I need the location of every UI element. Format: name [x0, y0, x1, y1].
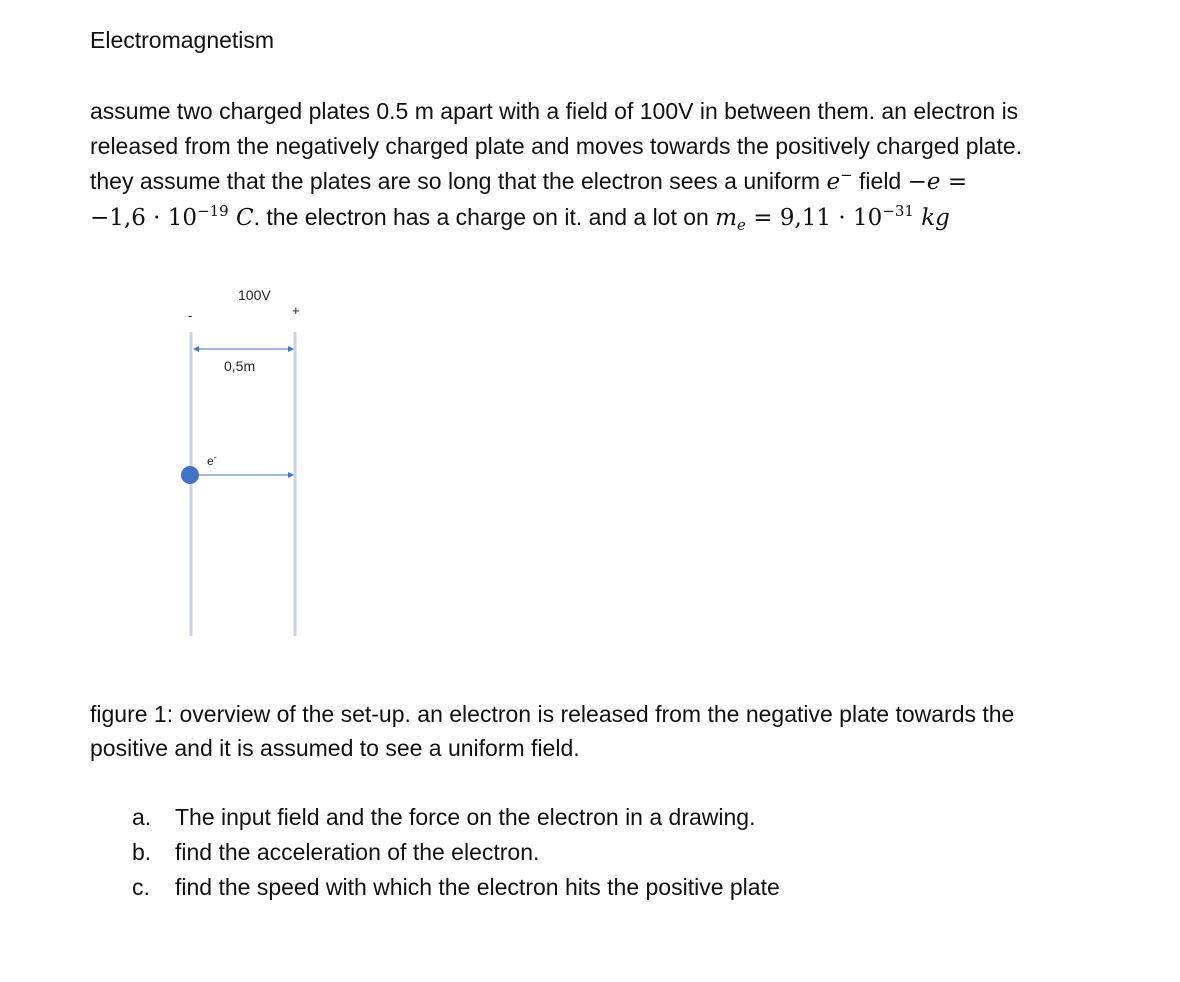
problem-line-4: [90, 200, 1160, 236]
charge-equation: −e =: [907, 169, 968, 195]
negative-sign: -: [188, 308, 193, 323]
question-text: find the speed with which the electron hits the positive plate: [175, 874, 780, 900]
question-b: [132, 835, 780, 870]
problem-line-3-text: they assume that the plates are so long that the electron sees a uniform: [90, 168, 827, 194]
problem-line-3: [90, 164, 1160, 200]
question-a: [132, 800, 780, 835]
plates-diagram: [160, 270, 360, 650]
electron-mass: $m_e = 9,11 \cdot 10^{-31}$ kg: [715, 202, 950, 234]
problem-line-2: released from the negatively charged plate and moves towards the positively charged plate.: [90, 133, 1023, 159]
question-text: The input field and the force on the electron in a drawing.: [175, 804, 756, 830]
field-word: field: [852, 168, 908, 194]
distance-label: 0,5m: [224, 358, 256, 374]
setup-figure: [160, 270, 360, 650]
problem-line-1: assume two charged plates 0.5 m apart with a field of 100V in between them. an electron is: [90, 98, 1019, 124]
electron-dot: [181, 466, 199, 484]
question-c: [132, 870, 780, 905]
problem-statement: [90, 94, 1160, 236]
document-title: Electromagnetism: [90, 27, 275, 53]
question-marker: b.: [132, 839, 152, 865]
question-marker: c.: [132, 874, 150, 900]
positive-sign: +: [292, 303, 300, 318]
caption-line-2: positive and it is assumed to see a uniform field.: [90, 735, 580, 761]
electron-label: e-: [207, 452, 217, 468]
electron-symbol: e−: [826, 166, 853, 195]
problem-line-4-text: . the electron has a charge on it. and a lot on: [253, 204, 716, 230]
figure-caption: [90, 697, 1165, 765]
charge-value: $-1,6 \cdot 10^{-19}$ C: [90, 202, 254, 231]
question-text: find the acceleration of the electron.: [175, 839, 540, 865]
caption-line-1: figure 1: overview of the set-up. an electron is released from the negative plate towards the: [90, 701, 1015, 727]
voltage-label: 100V: [238, 287, 271, 303]
question-list: [132, 800, 780, 905]
question-marker: a.: [132, 804, 152, 830]
